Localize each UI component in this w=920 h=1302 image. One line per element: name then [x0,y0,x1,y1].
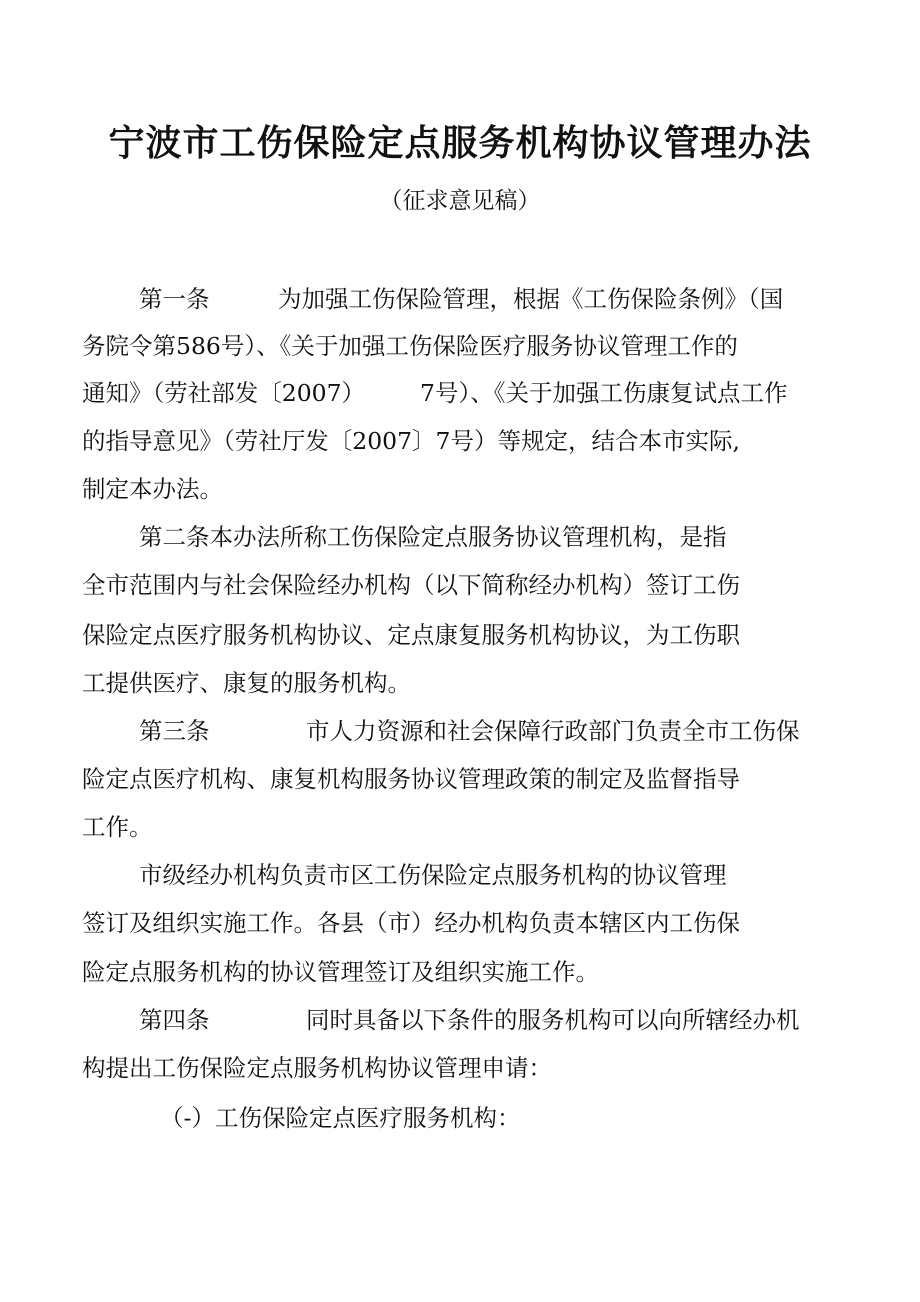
article-1-label: 第一条 [139,285,210,313]
document-subtitle: （征求意见稿） [379,188,541,214]
article-4-line-1: 同时具备以下条件的服务机构可以向所辖经办机 [306,1006,800,1034]
article-3-label: 第三条 [139,717,210,745]
article-2-line-3: 保险定点医疗服务机构协议、定点康复服务机构协议，为工伤职 [82,621,740,649]
paragraph-line-2: 签订及组织实施工作。各县（市）经办机构负责本辖区内工伤保 [82,909,740,937]
article-4-item-1: （-）工伤保险定点医疗服务机构： [160,1104,521,1132]
article-2-line-4: 工提供医疗、康复的服务机构。 [82,669,411,697]
article-3-line-2: 险定点医疗机构、康复机构服务协议管理政策的制定及监督指导 [82,765,740,793]
article-3-line-1: 市人力资源和社会保障行政部门负责全市工伤保 [306,717,800,745]
article-1-line-3b: 7号）、《关于加强工伤康复试点工作 [420,379,788,407]
article-1-line-5: 制定本办法。 [82,475,223,503]
article-1-line-1: 为加强工伤保险管理，根据《工伤保险条例》（国 [278,285,784,313]
article-4-label: 第四条 [139,1006,210,1034]
article-2-line-2: 全市范围内与社会保险经办机构（以下简称经办机构）签订工伤 [82,571,740,599]
paragraph-line-3: 险定点服务机构的协议管理签订及组织实施工作。 [82,958,599,986]
document-title: 宁波市工伤保险定点服务机构协议管理办法 [108,123,812,164]
article-1-line-4: 的指导意见》（劳社厅发〔2007〕7号）等规定，结合本市实际, [82,427,740,455]
article-2-line-1: 第二条本办法所称工伤保险定点服务协议管理机构，是指 [139,523,727,551]
article-1-line-3a: 通知》（劳社部发〔2007） [82,379,366,407]
article-1-line-2: 务院令第586号）、《关于加强工伤保险医疗服务协议管理工作的 [82,332,738,360]
article-4-line-2: 构提出工伤保险定点服务机构协议管理申请： [82,1054,552,1082]
article-3-line-3: 工作。 [82,813,153,841]
paragraph-line-1: 市级经办机构负责市区工伤保险定点服务机构的协议管理 [139,861,727,889]
